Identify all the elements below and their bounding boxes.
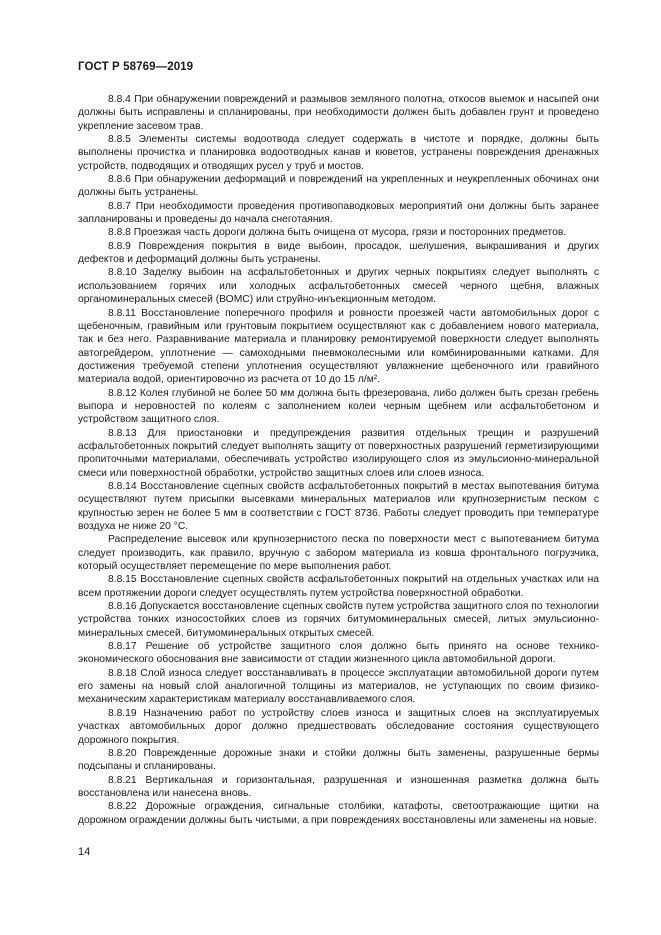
paragraph-8-8-20: 8.8.20 Поврежденные дорожные знаки и стойки должны быть заменены, разрушенные бермы подсыпаны и спланированы. (78, 747, 599, 773)
paragraph-8-8-13: 8.8.13 Для приостановки и предупреждения развития отдельных трещин и разрушений асфальтобетонных покрытий следует выполнять защиту от поверхностных разрушений герметизирующими пропиточными материалами, обеспечивать устройство изолирующего слоя из эмульсионно-минеральной смеси или поверхностной обработки, устройство защитных слоев или слоев износа. (78, 427, 599, 479)
paragraph-8-8-6: 8.8.6 При обнаружении деформаций и повреждений на укрепленных и неукрепленных обочинах они должны быть устранены. (78, 174, 599, 199)
paragraph-8-8-22: 8.8.22 Дорожные ограждения, сигнальные столбики, катафоты, светоотражающие щитки на дорожном ограждении должны быть чистыми, а при повреждениях восстановлены или заменены на новые. (78, 801, 599, 826)
paragraph-8-8-21: 8.8.21 Вертикальная и горизонтальная, разрушенная и изношенная разметка должна быть восстановлена или нанесена вновь. (78, 774, 599, 799)
paragraph-8-8-17: 8.8.17 Решение об устройстве защитного слоя должно быть принято на основе технико-экономического обоснования вне зависимости от стадии жизненного цикла автомобильной дороги. (78, 641, 599, 666)
page-number: 14 (78, 846, 91, 858)
paragraph-8-8-15: 8.8.15 Восстановление сцепных свойств асфальтобетонных покрытий на отдельных участках или на всем протяжении дороги следует осуществлять путем устройства поверхностной обработки. (78, 574, 599, 599)
paragraph-8-8-4: 8.8.4 При обнаружении повреждений и размывов земляного полотна, откосов выемок и насыпей они должны быть исправлены и спланированы, при необходимости должен быть добавлен грунт и проведено укрепление засевом трав. (78, 94, 599, 132)
paragraph-8-8-14: 8.8.14 Восстановление сцепных свойств асфальтобетонных покрытий в местах выпотевания битума осуществляют путем присыпки высевками минеральных материалов или крупнозернистым песком с крупностью зерен не более 5 мм в соответствии с ГОСТ 8736. Работы следует проводить при температуре воздуха не ниже 20 °С. (78, 480, 599, 532)
paragraph-8-8-7: 8.8.7 При необходимости проведения противопаводковых мероприятий они должны быть заранее запланированы и проведены до начала снеготаяния. (78, 200, 599, 226)
paragraph-8-8-16: 8.8.16 Допускается восстановление сцепных свойств путем устройства защитного слоя по технологии устройства тонких износостойких слоев из горячих битумоминеральных смесей, литых эмульсионно-минеральных смесей, битумоминеральных открытых смесей. (78, 601, 599, 639)
paragraph-8-8-11: 8.8.11 Восстановление поперечного профиля и ровности проезжей части автомобильных дорог с щебеночным, гравийным или грунтовым покрытием осуществляют как с добавлением нового материала, так и без него. Разравнивание материала и планировку ремонтируемой поверхности следует выполнять автогрейдером, уплотнение — самоходными пневмоколесными или комбинированными катками. Для достижения требуемой степени уплотнения осуществляют увлажнение щебеночного или гравийного материала водой, ориентировочно из расчета от 10 до 15 л/м². (78, 307, 599, 386)
paragraph-8-8-19: 8.8.19 Назначению работ по устройству слоев износа и защитных слоев на эксплуатируемых участках автомобильных дорог должно предшествовать обследование состояния существующего дорожного покрытия. (78, 707, 599, 746)
document-body (78, 93, 599, 827)
paragraph-8-8-9: 8.8.9 Повреждения покрытия в виде выбоин, просадок, шелушения, выкрашивания и других дефектов и деформаций должны быть устранены. (78, 240, 599, 266)
paragraph-8-8-8: 8.8.8 Проезжая часть дороги должна быть очищена от мусора, грязи и посторонних предметов. (108, 227, 567, 239)
paragraph-8-8-18: 8.8.18 Слой износа следует восстанавливать в процессе эксплуатации автомобильной дороги путем его замены на новый слой аналогичной толщины из материалов, не уступающих по своим физико-механическим характеристикам материалу восстанавливаемого слоя. (78, 667, 599, 706)
paragraph-8-8-14-continued: Распределение высевок или крупнозернистого песка по поверхности мест с выпотеванием битума следует производить, как правило, вручную с забором материала из ковша фронтального погрузчика, который осуществляет перемещение по мере выполнения работ. (78, 534, 599, 573)
standard-header: ГОСТ Р 58769—2019 (78, 61, 194, 73)
paragraph-8-8-10: 8.8.10 Заделку выбоин на асфальтобетонных и других черных покрытиях следует выполнять с использованием горячих или холодных асфальтобетонных смесей черного щебня, влажных органоминеральных смесей (ВОМС) или струйно-инъекционным методом. (78, 267, 599, 306)
paragraph-8-8-12: 8.8.12 Колея глубиной не более 50 мм должна быть фрезерована, либо должен быть срезан гребень выпора и неровностей по колеям с заполнением колеи черным щебнем или асфальтобетоном и устройством защитного слоя. (78, 387, 599, 426)
paragraph-8-8-5: 8.8.5 Элементы системы водоотвода следует содержать в чистоте и порядке, должны быть выполнены прочистка и планировка водоотводных канав и кюветов, устранены повреждения дренажных устройств, подводящих и отводящих русел у труб и мостов. (78, 134, 599, 172)
